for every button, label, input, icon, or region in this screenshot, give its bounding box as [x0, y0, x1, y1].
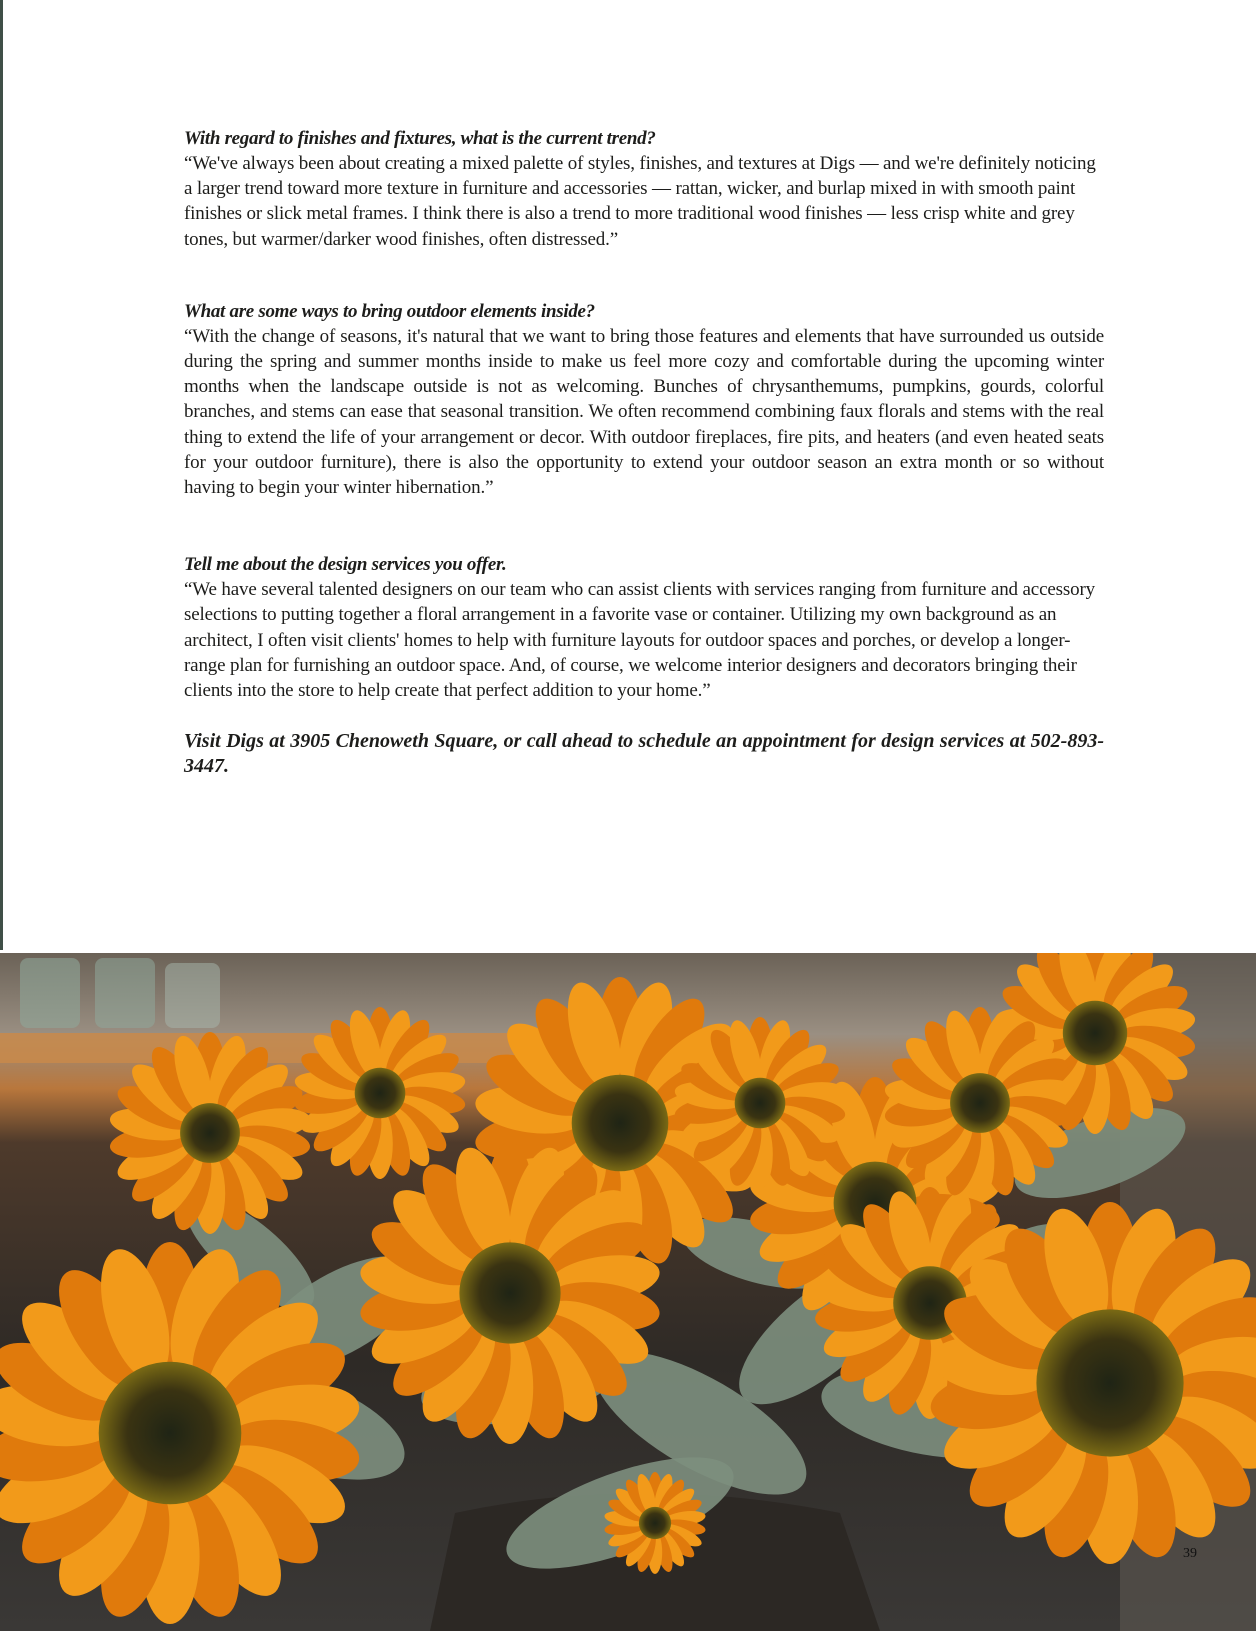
flower-group [0, 953, 1256, 1625]
flower-center [1063, 1001, 1127, 1065]
page-number: 39 [1183, 1546, 1197, 1561]
jar-shape [165, 963, 220, 1028]
article-body [184, 126, 1104, 779]
flower-center [1036, 1309, 1183, 1456]
flower-center [950, 1073, 1010, 1133]
flower-center [639, 1507, 671, 1539]
jar-shape [95, 958, 155, 1028]
answer-paragraph: “With the change of seasons, it's natural that we want to bring those features and elements that have surrounded us outside during the spring and summer months inside to make us feel more cozy and comfortable during the upcoming winter months when the landscape outside is not as welcoming. Bunches of chrysanthemums, pumpkins, gourds, colorful branches, and stems can ease that seasonal transition. We often recommend combining faux florals and stems with the real thing to extend the life of your arrangement or decor. With outdoor fireplaces, fire pits, and heaters (and even heated seats for your outdoor furniture), there is also the opportunity to extend your outdoor season an extra month or so without having to begin your winter hibernation.” [184, 325, 1104, 499]
flower-center [572, 1075, 669, 1172]
sunflower-illustration [0, 953, 1256, 1631]
qa-block-outdoor-elements [184, 299, 1104, 500]
flower-center [459, 1242, 560, 1343]
answer-paragraph: “We have several talented designers on our team who can assist clients with services ranging from furniture and accessory selections to putting together a floral arrangement in a favorite vase or container. Utilizing my own background as an architect, I often visit clients' homes to help with furniture layouts for outdoor spaces and porches, or develop a longer-range plan for furnishing an outdoor space. And, of course, we welcome interior designers and decorators bringing their clients into the store to help create that perfect addition to your home.” [184, 579, 1095, 702]
wood-shelf [0, 1033, 560, 1063]
question-heading: What are some ways to bring outdoor elements inside? [184, 300, 595, 322]
answer-paragraph: “We've always been about creating a mixed palette of styles, finishes, and textures at Digs — and we're definitely noticing a larger trend toward more texture in furniture and accessories — rattan, wicker, and burlap mixed in with smooth paint finishes or slick metal frames. I think there is also a trend to more traditional wood finishes — less crisp white and grey tones, but warmer/darker wood finishes, often distressed.” [184, 153, 1096, 250]
qa-block-finishes [184, 126, 1104, 252]
question-heading: With regard to finishes and fixtures, what is the current trend? [184, 128, 656, 149]
sunflower-photo [0, 953, 1256, 1631]
flower-center [99, 1362, 242, 1505]
binding-edge [0, 0, 3, 950]
jar-shape [20, 958, 80, 1028]
flower-center [735, 1078, 786, 1129]
question-heading: Tell me about the design services you offer. [184, 554, 507, 576]
qa-block-design-services [184, 552, 1104, 703]
call-to-action: Visit Digs at 3905 Chenoweth Square, or call ahead to schedule an appointment for design services at 502-893-3447. [184, 730, 1104, 778]
flower-center [355, 1068, 406, 1119]
flower-center [180, 1103, 240, 1163]
